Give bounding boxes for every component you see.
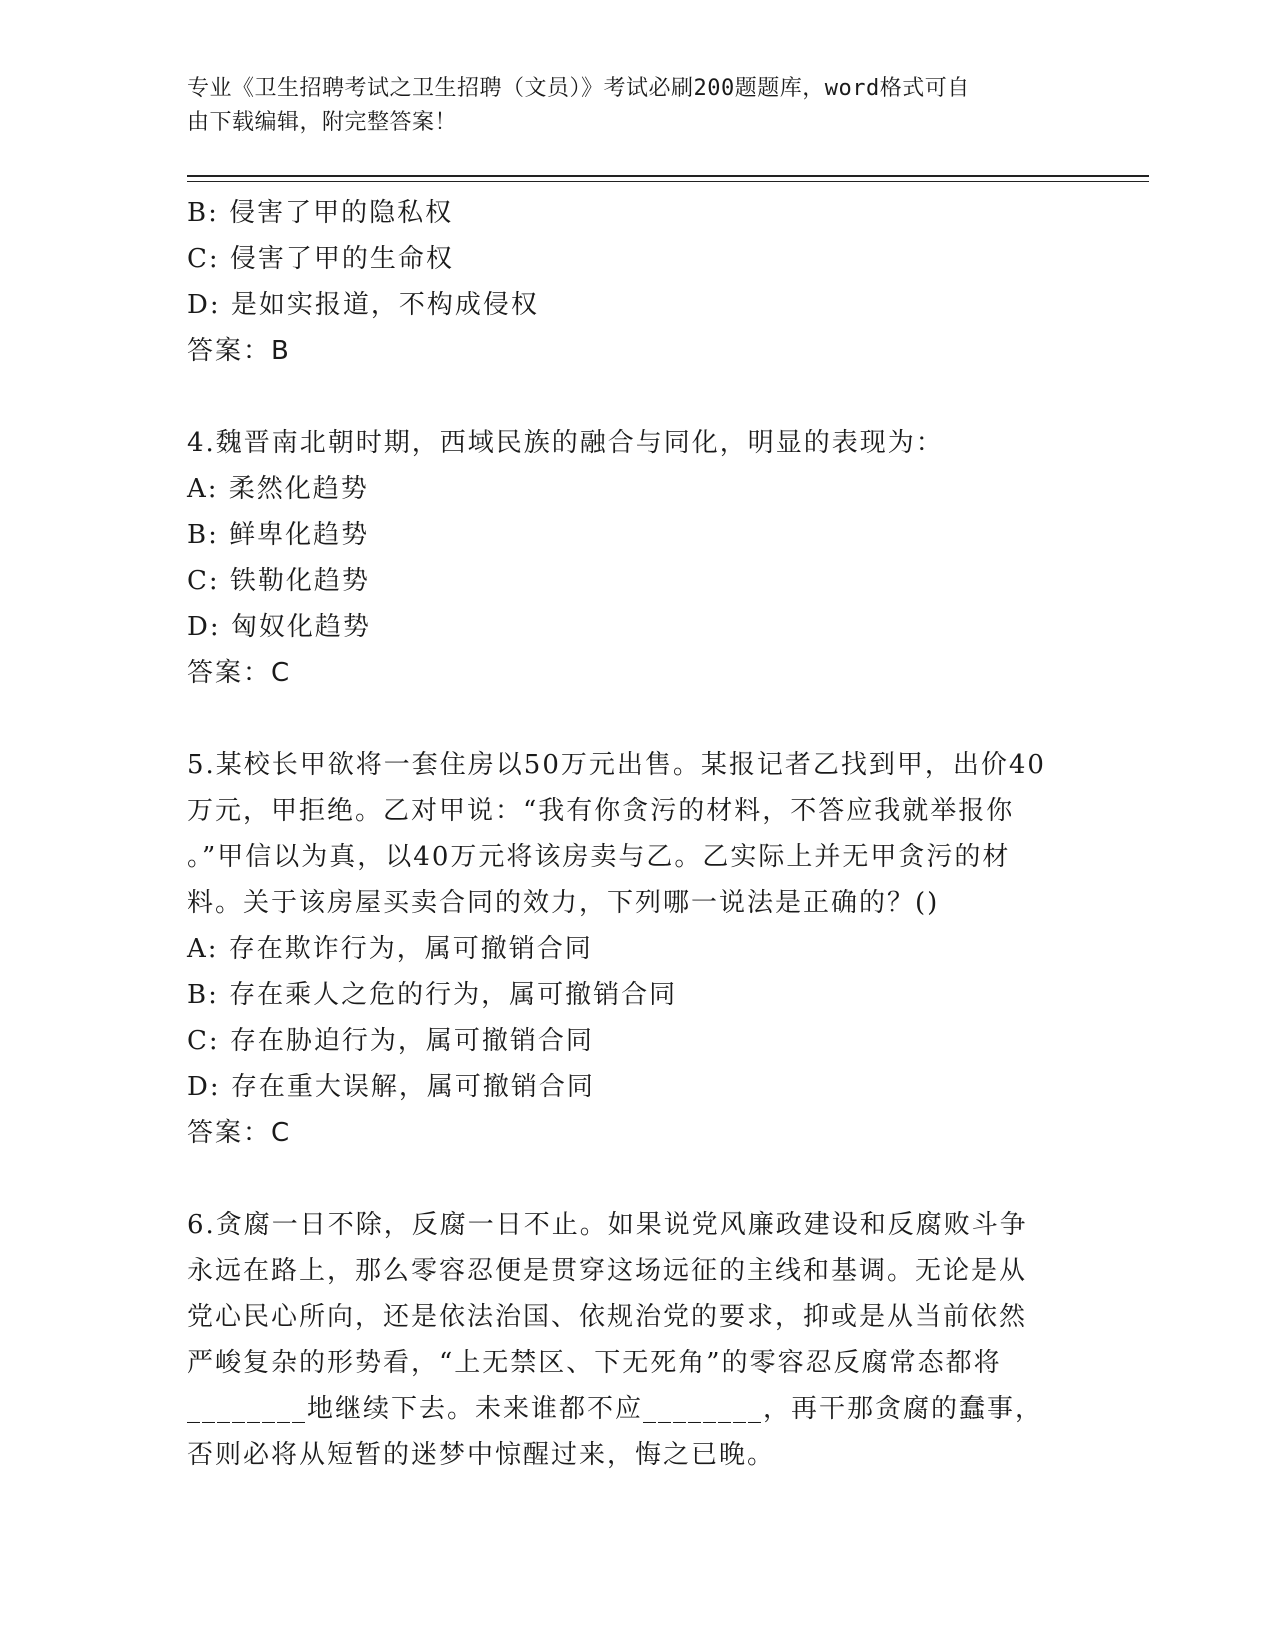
document-header <box>187 72 1087 140</box>
option-c: C: 侵害了甲的生命权 <box>187 244 454 274</box>
question-6 <box>187 1202 1087 1478</box>
question-stem-line-4: 料。关于该房屋买卖合同的效力，下列哪一说法是正确的？() <box>187 888 940 918</box>
spacer <box>187 1156 1087 1202</box>
question-4 <box>187 420 1087 696</box>
header-rule-thick <box>187 175 1149 177</box>
option-b: B: 鲜卑化趋势 <box>187 520 370 550</box>
answer-line: 答案：B <box>187 336 291 366</box>
question-5 <box>187 742 1087 1156</box>
answer-line: 答案：C <box>187 658 292 688</box>
option-b: B: 侵害了甲的隐私权 <box>187 198 454 228</box>
option-d: D: 匈奴化趋势 <box>187 612 371 642</box>
question-stem-line-2: 万元，甲拒绝。乙对甲说：“我有你贪污的材料，不答应我就举报你 <box>187 796 1015 826</box>
header-line-2: 由下载编辑，附完整答案！ <box>187 110 458 135</box>
option-d: D: 存在重大误解，属可撤销合同 <box>187 1072 595 1102</box>
question-stem-line-3: 。”甲信以为真，以40万元将该房卖与乙。乙实际上并无甲贪污的材 <box>187 842 1011 872</box>
question-content <box>187 190 1087 1478</box>
question-stem-line-2: 永远在路上，那么零容忍便是贯穿这场远征的主线和基调。无论是从 <box>187 1256 1028 1286</box>
question-stem-line-5: ________地继续下去。未来谁都不应________，再干那贪腐的蠢事， <box>187 1394 1044 1424</box>
option-d: D: 是如实报道，不构成侵权 <box>187 290 539 320</box>
header-line-1: 专业《卫生招聘考试之卫生招聘（文员）》考试必刷200题题库，word格式可自 <box>187 76 970 101</box>
question-3-tail <box>187 190 1087 374</box>
option-c: C: 铁勒化趋势 <box>187 566 370 596</box>
question-stem-line-3: 党心民心所向，还是依法治国、依规治党的要求，抑或是从当前依然 <box>187 1302 1028 1332</box>
spacer <box>187 696 1087 742</box>
question-stem-line-1: 5.某校长甲欲将一套住房以50万元出售。某报记者乙找到甲，出价40 <box>187 750 1046 780</box>
question-stem-line-1: 6.贪腐一日不除，反腐一日不止。如果说党风廉政建设和反腐败斗争 <box>187 1210 1028 1240</box>
spacer <box>187 374 1087 420</box>
question-stem-line-4: 严峻复杂的形势看，“上无禁区、下无死角”的零容忍反腐常态都将 <box>187 1348 1002 1378</box>
option-c: C: 存在胁迫行为，属可撤销合同 <box>187 1026 594 1056</box>
option-b: B: 存在乘人之危的行为，属可撤销合同 <box>187 980 678 1010</box>
answer-line: 答案：C <box>187 1118 292 1148</box>
question-stem: 4.魏晋南北朝时期，西域民族的融合与同化，明显的表现为： <box>187 428 944 458</box>
question-stem-line-6: 否则必将从短暂的迷梦中惊醒过来，悔之已晚。 <box>187 1440 776 1470</box>
header-rule-thin <box>187 181 1149 182</box>
option-a: A: 存在欺诈行为，属可撤销合同 <box>187 934 593 964</box>
option-a: A: 柔然化趋势 <box>187 474 369 504</box>
